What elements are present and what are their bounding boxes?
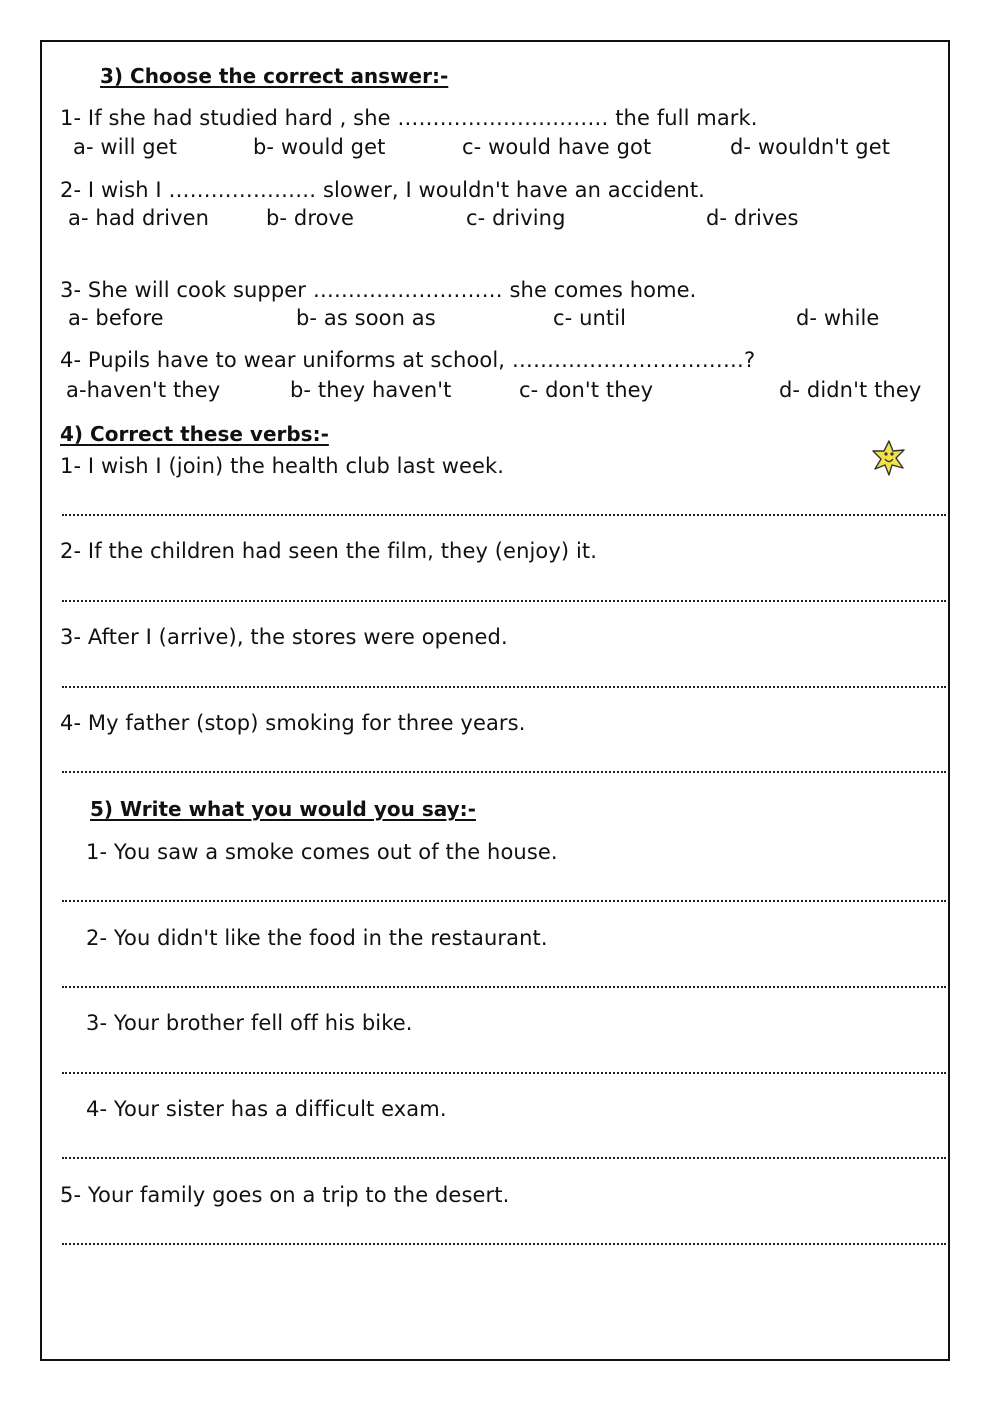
- q3-4-option-b: b- they haven't: [290, 378, 452, 402]
- q4-1-text: 1- I wish I (join) the health club last week.: [60, 454, 505, 478]
- q5-1-text: 1- You saw a smoke comes out of the house.: [86, 840, 558, 864]
- q5-1-answer-line[interactable]: [62, 900, 946, 902]
- q3-1-option-d: d- wouldn't get: [730, 135, 891, 159]
- q4-2-text: 2- If the children had seen the film, they (enjoy) it.: [60, 539, 598, 563]
- q3-3-option-a: a- before: [68, 306, 164, 330]
- section-4-title: 4) Correct these verbs:-: [60, 422, 329, 446]
- q3-1-option-a: a- will get: [73, 135, 178, 159]
- page-border: [40, 40, 950, 1361]
- q3-1-stem: 1- If she had studied hard , she ………………………… the full mark.: [60, 106, 758, 130]
- smiley-star-icon: [869, 438, 909, 478]
- q3-2-option-b: b- drove: [266, 206, 355, 230]
- q3-3-option-d: d- while: [796, 306, 880, 330]
- section-5-title: 5) Write what you would you say:-: [90, 797, 476, 821]
- q3-3-option-b: b- as soon as: [296, 306, 436, 330]
- q3-2-option-c: c- driving: [466, 206, 566, 230]
- q5-4-answer-line[interactable]: [62, 1157, 946, 1159]
- q4-1-answer-line[interactable]: [62, 514, 946, 516]
- q3-4-option-c: c- don't they: [519, 378, 654, 402]
- q3-4-option-a: a-haven't they: [66, 378, 221, 402]
- q3-3-stem: 3- She will cook supper ……………………… she comes home.: [60, 278, 697, 302]
- q5-3-answer-line[interactable]: [62, 1072, 946, 1074]
- q4-3-answer-line[interactable]: [62, 686, 946, 688]
- q3-4-option-d: d- didn't they: [779, 378, 922, 402]
- q5-5-answer-line[interactable]: [62, 1243, 946, 1245]
- q4-2-answer-line[interactable]: [62, 600, 946, 602]
- q3-1-option-b: b- would get: [253, 135, 386, 159]
- q4-4-answer-line[interactable]: [62, 771, 946, 773]
- q3-2-option-a: a- had driven: [68, 206, 210, 230]
- q3-4-stem: 4- Pupils have to wear uniforms at school, ……………………………?: [60, 348, 756, 372]
- q5-2-answer-line[interactable]: [62, 986, 946, 988]
- q5-2-text: 2- You didn't like the food in the restaurant.: [86, 926, 548, 950]
- q3-2-option-d: d- drives: [706, 206, 799, 230]
- q5-5-text: 5- Your family goes on a trip to the desert.: [60, 1183, 510, 1207]
- q4-4-text: 4- My father (stop) smoking for three years.: [60, 711, 526, 735]
- q4-3-text: 3- After I (arrive), the stores were opened.: [60, 625, 508, 649]
- q3-3-option-c: c- until: [553, 306, 627, 330]
- q5-3-text: 3- Your brother fell off his bike.: [86, 1011, 413, 1035]
- q5-4-text: 4- Your sister has a difficult exam.: [86, 1097, 447, 1121]
- section-3-title: 3) Choose the correct answer:-: [100, 64, 449, 88]
- q3-2-stem: 2- I wish I ………………… slower, I wouldn't have an accident.: [60, 178, 705, 202]
- q3-1-option-c: c- would have got: [462, 135, 652, 159]
